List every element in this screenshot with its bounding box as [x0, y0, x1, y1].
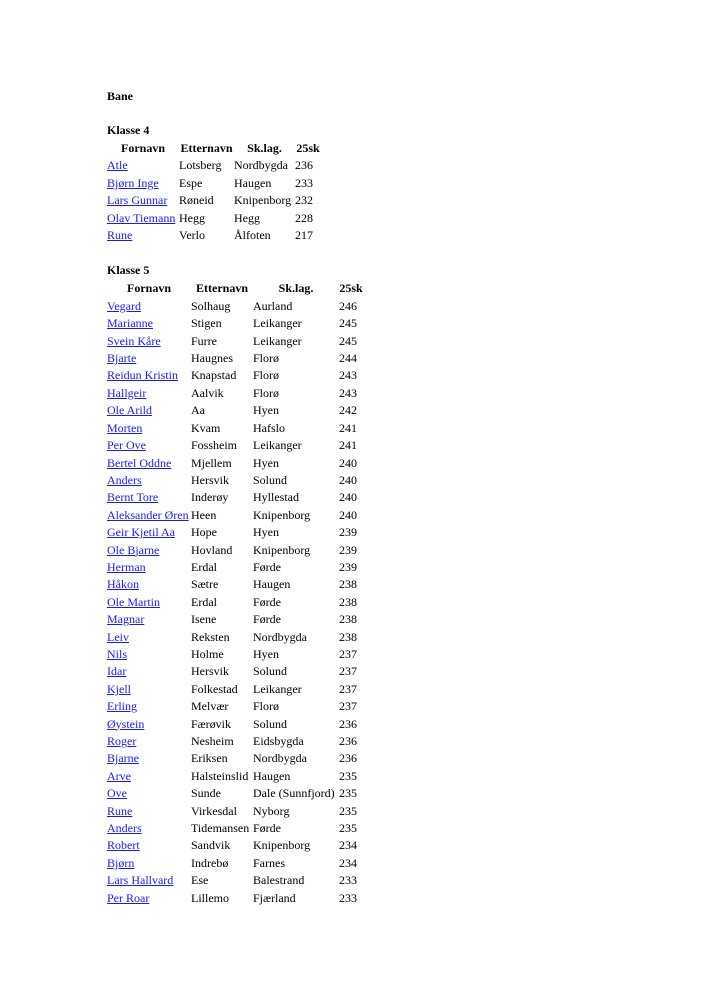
- first-name-link[interactable]: Ole Bjarne: [107, 542, 160, 557]
- last-name-cell: Sunde: [191, 786, 221, 801]
- last-name-cell: Hersvik: [191, 472, 229, 487]
- first-name-cell: [107, 210, 179, 227]
- first-name-cell: [107, 507, 191, 524]
- club-cell: Farnes: [253, 855, 285, 870]
- last-name-cell: Hersvik: [191, 664, 229, 679]
- last-name-cell: Hope: [191, 525, 217, 540]
- last-name-cell: Indrebø: [191, 855, 229, 870]
- score-cell: 235: [339, 768, 357, 783]
- last-name-cell: Fossheim: [191, 438, 238, 453]
- last-name-cell: Melvær: [191, 699, 229, 714]
- first-name-link[interactable]: Bjarne: [107, 751, 139, 766]
- last-name-cell: Nesheim: [191, 734, 234, 748]
- first-name-link[interactable]: Per Ove: [107, 438, 146, 453]
- club-cell: Fjærland: [253, 890, 296, 905]
- first-name-cell: [107, 890, 191, 907]
- first-name-link[interactable]: Vegard: [107, 298, 141, 313]
- score-cell: 236: [339, 716, 357, 731]
- last-name-cell: Færøvik: [191, 716, 232, 731]
- first-name-link[interactable]: Rune: [107, 228, 133, 243]
- first-name-cell: [107, 542, 191, 559]
- last-name-cell: Kvam: [191, 420, 221, 435]
- table-row: [107, 333, 363, 350]
- table-row: [107, 820, 363, 837]
- table-row: [107, 611, 363, 628]
- first-name-link[interactable]: Reidun Kristin: [107, 368, 178, 383]
- score-cell: 233: [295, 175, 313, 190]
- club-cell: Ålfoten: [234, 228, 271, 243]
- first-name-cell: [107, 576, 191, 593]
- table-row: [107, 192, 321, 209]
- table-row: [107, 855, 363, 872]
- page-title: Bane: [107, 89, 134, 103]
- table-row: [107, 315, 363, 332]
- first-name-link[interactable]: Øystein: [107, 716, 145, 731]
- first-name-link[interactable]: Hallgeir: [107, 385, 147, 400]
- table-row: [107, 576, 363, 593]
- club-cell: Nordbygda: [253, 751, 307, 766]
- club-cell: Førde: [253, 821, 281, 836]
- table-row: [107, 402, 363, 419]
- first-name-link[interactable]: Arve: [107, 768, 131, 783]
- score-cell: 243: [339, 368, 357, 383]
- section-heading-klasse-4: Klasse 4: [107, 123, 150, 137]
- club-cell: Leikanger: [253, 316, 302, 331]
- table-row: [107, 210, 321, 227]
- club-cell: Knipenborg: [253, 507, 311, 522]
- first-name-cell: [107, 698, 191, 715]
- score-cell: 240: [339, 507, 357, 522]
- score-cell: 236: [339, 751, 357, 766]
- last-name-cell: Haugnes: [191, 351, 233, 366]
- first-name-link[interactable]: Nils: [107, 646, 128, 661]
- club-cell: Florø: [253, 351, 280, 366]
- score-cell: 238: [339, 612, 357, 627]
- score-cell: 241: [339, 438, 357, 453]
- club-cell: Balestrand: [253, 873, 305, 888]
- score-cell: 245: [339, 333, 357, 348]
- first-name-link[interactable]: Olav Tiemann: [107, 210, 176, 225]
- last-name-cell: Folkestad: [191, 681, 238, 696]
- score-cell: 240: [339, 472, 357, 487]
- club-cell: Haugen: [253, 768, 291, 783]
- score-cell: 232: [295, 193, 313, 208]
- first-name-cell: [107, 402, 191, 419]
- first-name-cell: [107, 872, 191, 889]
- first-name-link[interactable]: Rune: [107, 803, 133, 818]
- first-name-link[interactable]: Geir Kjetil Aa: [107, 525, 175, 540]
- table-row: [107, 837, 363, 854]
- club-cell: Hyen: [253, 403, 279, 418]
- last-name-cell: Erdal: [191, 559, 217, 574]
- last-name-cell: Lotsberg: [179, 158, 222, 173]
- club-cell: Solund: [253, 664, 288, 679]
- last-name-cell: Erdal: [191, 594, 217, 609]
- first-name-cell: [107, 367, 191, 384]
- score-cell: 228: [295, 210, 313, 225]
- score-cell: 245: [339, 316, 357, 331]
- table-row: [107, 716, 363, 733]
- table-body: [107, 298, 363, 907]
- score-cell: 237: [339, 681, 357, 696]
- club-cell: Aurland: [253, 298, 293, 313]
- first-name-link[interactable]: Ole Arild: [107, 403, 152, 418]
- last-name-cell: Mjellem: [191, 455, 232, 470]
- club-cell: Hyllestad: [253, 490, 299, 505]
- results-table-klasse-4: [107, 140, 321, 244]
- table-row: [107, 385, 363, 402]
- score-cell: 244: [339, 351, 357, 366]
- last-name-cell: Eriksen: [191, 751, 228, 766]
- first-name-link[interactable]: Herman: [107, 559, 146, 574]
- score-cell: 238: [339, 594, 357, 609]
- first-name-cell: [107, 437, 191, 454]
- first-name-link[interactable]: Marianne: [107, 316, 153, 331]
- column-header-sklag: Sk.lag.: [247, 141, 282, 155]
- club-cell: Knipenborg: [253, 838, 311, 853]
- club-cell: Leikanger: [253, 333, 302, 348]
- table-row: [107, 455, 363, 472]
- column-header-25sk: 25sk: [296, 141, 320, 155]
- score-cell: 237: [339, 664, 357, 679]
- table-row: [107, 768, 363, 785]
- first-name-cell: [107, 420, 191, 437]
- first-name-cell: [107, 611, 191, 628]
- table-row: [107, 489, 363, 506]
- first-name-link[interactable]: Roger: [107, 734, 137, 748]
- first-name-link[interactable]: Robert: [107, 838, 140, 853]
- first-name-cell: [107, 820, 191, 837]
- first-name-cell: [107, 837, 191, 854]
- first-name-link[interactable]: Bjørn: [107, 855, 135, 870]
- score-cell: 236: [339, 734, 357, 748]
- first-name-cell: [107, 663, 191, 680]
- club-cell: Førde: [253, 559, 281, 574]
- first-name-link[interactable]: Lars Hallvard: [107, 873, 174, 888]
- last-name-cell: Virkesdal: [191, 803, 237, 818]
- last-name-cell: Hovland: [191, 542, 233, 557]
- table-row: [107, 594, 363, 611]
- table-row: [107, 559, 363, 576]
- results-table-klasse-5: [107, 280, 363, 907]
- column-header-fornavn: Fornavn: [126, 281, 171, 296]
- section-heading-klasse-5: Klasse 5: [107, 263, 150, 278]
- club-cell: Florø: [253, 368, 280, 383]
- table-row: [107, 175, 321, 192]
- score-cell: 237: [339, 646, 357, 661]
- club-cell: Nordbygda: [234, 158, 288, 173]
- table-row: [107, 367, 363, 384]
- first-name-cell: [107, 385, 191, 402]
- column-header-fornavn: Fornavn: [120, 141, 165, 155]
- club-cell: Leikanger: [253, 681, 302, 696]
- first-name-link[interactable]: Håkon: [107, 577, 139, 592]
- table-row: [107, 542, 363, 559]
- first-name-cell: [107, 524, 191, 541]
- club-cell: Florø: [253, 385, 280, 400]
- last-name-cell: Aalvik: [191, 385, 224, 400]
- first-name-link[interactable]: Atle: [107, 158, 128, 173]
- club-cell: Eidsbygda: [253, 734, 304, 748]
- last-name-cell: Sætre: [191, 577, 219, 592]
- last-name-cell: Furre: [191, 333, 217, 348]
- last-name-cell: Inderøy: [191, 490, 229, 505]
- table-row: [107, 646, 363, 663]
- club-cell: Førde: [253, 612, 281, 627]
- last-name-cell: Solhaug: [191, 298, 231, 313]
- club-cell: Haugen: [253, 577, 291, 592]
- first-name-link[interactable]: Morten: [107, 420, 143, 435]
- table-row: [107, 227, 321, 244]
- last-name-cell: Røneid: [179, 193, 214, 208]
- last-name-cell: Aa: [191, 403, 205, 418]
- first-name-link[interactable]: Bjørn Inge: [107, 175, 159, 190]
- last-name-cell: Stigen: [191, 316, 222, 331]
- table-row: [107, 157, 321, 174]
- first-name-cell: [107, 750, 191, 767]
- last-name-cell: Halsteinslid: [191, 768, 249, 783]
- club-cell: Hegg: [234, 210, 260, 225]
- club-cell: Hyen: [253, 646, 279, 661]
- first-name-cell: [107, 157, 179, 174]
- first-name-link[interactable]: Aleksander Øren: [107, 507, 189, 522]
- first-name-cell: [107, 559, 191, 576]
- table-header-row: [107, 140, 321, 157]
- score-cell: 240: [339, 490, 357, 505]
- score-cell: 237: [339, 699, 357, 714]
- first-name-link[interactable]: Svein Kåre: [107, 333, 161, 348]
- score-cell: 234: [339, 838, 357, 853]
- score-cell: 238: [339, 629, 357, 644]
- club-cell: Leikanger: [253, 438, 302, 453]
- table-row: [107, 472, 363, 489]
- score-cell: 217: [295, 228, 313, 243]
- first-name-cell: [107, 716, 191, 733]
- first-name-link[interactable]: Anders: [107, 472, 142, 487]
- last-name-cell: Espe: [179, 175, 203, 190]
- first-name-cell: [107, 175, 179, 192]
- score-cell: 242: [339, 403, 357, 418]
- first-name-cell: [107, 315, 191, 332]
- first-name-cell: [107, 227, 179, 244]
- club-cell: Haugen: [234, 175, 272, 190]
- first-name-link[interactable]: Ove: [107, 786, 127, 801]
- first-name-cell: [107, 768, 191, 785]
- table-row: [107, 733, 363, 750]
- score-cell: 233: [339, 890, 357, 905]
- column-header-sklag: Sk.lag.: [278, 281, 314, 296]
- score-cell: 246: [339, 298, 357, 313]
- first-name-cell: [107, 594, 191, 611]
- club-cell: Nyborg: [253, 803, 290, 818]
- first-name-link[interactable]: Magnar: [107, 612, 145, 627]
- first-name-link[interactable]: Per Roar: [107, 890, 150, 905]
- score-cell: 239: [339, 525, 357, 540]
- club-cell: Knipenborg: [234, 193, 292, 208]
- table-row: [107, 437, 363, 454]
- first-name-link[interactable]: Kjell: [107, 681, 131, 696]
- score-cell: 243: [339, 385, 357, 400]
- club-cell: Solund: [253, 716, 288, 731]
- first-name-cell: [107, 350, 191, 367]
- club-cell: Florø: [253, 699, 280, 714]
- table-row: [107, 350, 363, 367]
- table-row: [107, 681, 363, 698]
- score-cell: 238: [339, 577, 357, 592]
- first-name-link[interactable]: Bernt Tore: [107, 490, 159, 505]
- last-name-cell: Knapstad: [191, 368, 237, 383]
- club-cell: Førde: [253, 594, 281, 609]
- first-name-cell: [107, 733, 191, 750]
- club-cell: Hyen: [253, 525, 279, 540]
- first-name-cell: [107, 681, 191, 698]
- table-row: [107, 663, 363, 680]
- column-header-etternavn: Etternavn: [196, 281, 248, 296]
- score-cell: 233: [339, 873, 357, 888]
- score-cell: 241: [339, 420, 357, 435]
- last-name-cell: Holme: [191, 646, 224, 661]
- last-name-cell: Sandvik: [191, 838, 231, 853]
- last-name-cell: Heen: [191, 507, 217, 522]
- table-row: [107, 507, 363, 524]
- table-row: [107, 890, 363, 907]
- table-row: [107, 524, 363, 541]
- first-name-cell: [107, 803, 191, 820]
- score-cell: 234: [339, 855, 357, 870]
- first-name-cell: [107, 489, 191, 506]
- table-row: [107, 298, 363, 315]
- first-name-link[interactable]: Anders: [107, 821, 142, 836]
- table-row: [107, 698, 363, 715]
- club-cell: Nordbygda: [253, 629, 307, 644]
- table-row: [107, 420, 363, 437]
- first-name-cell: [107, 192, 179, 209]
- score-cell: 236: [295, 158, 313, 173]
- first-name-cell: [107, 785, 191, 802]
- first-name-cell: [107, 298, 191, 315]
- first-name-cell: [107, 629, 191, 646]
- table-row: [107, 872, 363, 889]
- column-header-etternavn: Etternavn: [180, 141, 233, 155]
- table-row: [107, 785, 363, 802]
- first-name-cell: [107, 472, 191, 489]
- first-name-cell: [107, 333, 191, 350]
- score-cell: 240: [339, 455, 357, 470]
- results-page: [107, 88, 363, 907]
- club-cell: Dale (Sunnfjord): [253, 786, 335, 801]
- club-cell: Solund: [253, 472, 288, 487]
- first-name-link[interactable]: Lars Gunnar: [107, 193, 168, 208]
- column-header-25sk: 25sk: [339, 281, 363, 296]
- first-name-link[interactable]: Bertel Oddne: [107, 455, 172, 470]
- score-cell: 235: [339, 821, 357, 836]
- last-name-cell: Verlo: [179, 228, 205, 243]
- score-cell: 239: [339, 559, 357, 574]
- last-name-cell: Isene: [191, 612, 217, 627]
- table-row: [107, 750, 363, 767]
- score-cell: 235: [339, 803, 357, 818]
- last-name-cell: Hegg: [179, 210, 205, 225]
- last-name-cell: Tidemansen: [191, 821, 250, 836]
- last-name-cell: Lillemo: [191, 890, 229, 905]
- first-name-link[interactable]: Ole Martin: [107, 594, 160, 609]
- club-cell: Hafslo: [253, 420, 285, 435]
- table-row: [107, 629, 363, 646]
- last-name-cell: Reksten: [191, 629, 230, 644]
- first-name-link[interactable]: Leiv: [107, 629, 129, 644]
- first-name-cell: [107, 646, 191, 663]
- first-name-link[interactable]: Erling: [107, 699, 137, 714]
- first-name-link[interactable]: Idar: [107, 664, 127, 679]
- club-cell: Knipenborg: [253, 542, 311, 557]
- first-name-cell: [107, 455, 191, 472]
- club-cell: Hyen: [253, 455, 279, 470]
- first-name-cell: [107, 855, 191, 872]
- table-body: [107, 157, 321, 244]
- score-cell: 235: [339, 786, 357, 801]
- score-cell: 239: [339, 542, 357, 557]
- first-name-link[interactable]: Bjarte: [107, 351, 137, 366]
- table-row: [107, 803, 363, 820]
- table-header-row: [107, 280, 363, 297]
- last-name-cell: Ese: [191, 873, 209, 888]
